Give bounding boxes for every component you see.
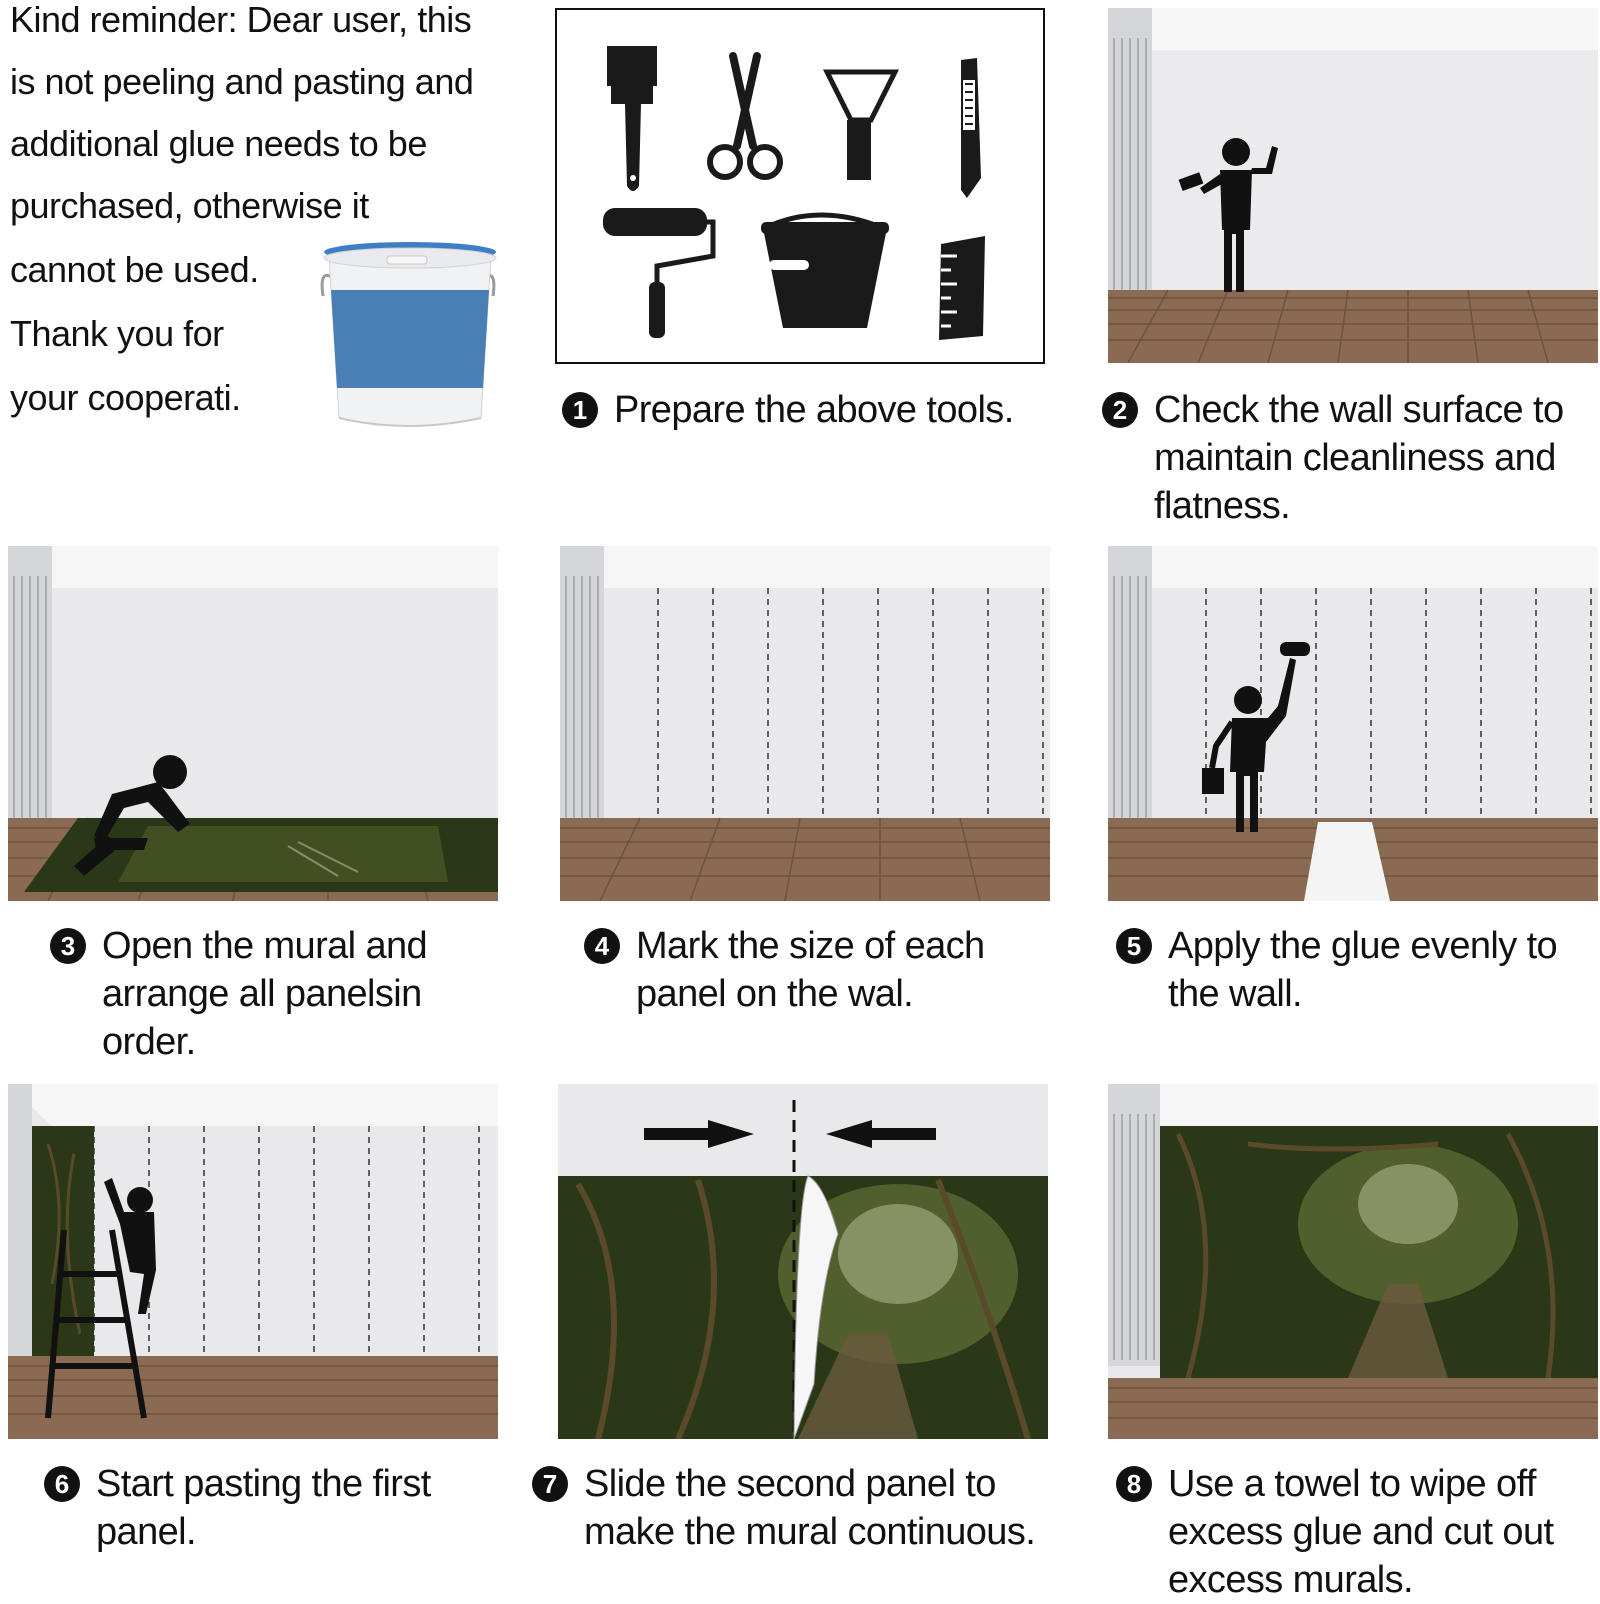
step-6-image [8, 1084, 498, 1439]
step-text: the wall. [1168, 973, 1303, 1015]
step-7-image [558, 1084, 1048, 1439]
reminder-line: Kind reminder: Dear user, this [10, 0, 472, 40]
step-text: order. [102, 1021, 196, 1063]
step-text: Check the wall surface to [1154, 389, 1564, 431]
reminder-line: cannot be used. [10, 249, 259, 290]
step-text: Use a towel to wipe off [1168, 1463, 1536, 1505]
bucket-icon [761, 215, 889, 328]
step-text: panel on the wal. [636, 973, 914, 1015]
step-text: Apply the glue evenly to [1168, 925, 1558, 967]
step-8-image [1108, 1084, 1598, 1439]
step-2-image [1108, 8, 1598, 363]
utility-knife-icon [961, 58, 981, 198]
reminder-line: is not peeling and pasting and [10, 61, 474, 102]
step-3-image [8, 546, 498, 901]
step-number-badge: 7 [532, 1466, 568, 1502]
step-number-badge: 2 [1102, 392, 1138, 428]
paint-roller-icon [603, 208, 713, 338]
step-number-badge: 1 [562, 392, 598, 428]
step-text: flatness. [1154, 485, 1291, 527]
reminder-line: purchased, otherwise it [10, 185, 369, 226]
step-number-badge: 6 [44, 1466, 80, 1502]
step-text: Slide the second panel to [584, 1463, 996, 1505]
reminder-line: your cooperati. [10, 377, 241, 418]
step-text: maintain cleanliness and [1154, 437, 1556, 479]
step-number-badge: 4 [584, 928, 620, 964]
step-text: Start pasting the first [96, 1463, 431, 1505]
step-number-badge: 5 [1116, 928, 1152, 964]
step-5-image [1108, 546, 1598, 901]
step-text: excess glue and cut out [1168, 1511, 1554, 1553]
step-text: Mark the size of each [636, 925, 985, 967]
step-text: excess murals. [1168, 1559, 1414, 1601]
step-4-image [560, 546, 1050, 901]
scissors-icon [710, 56, 780, 177]
step-text: arrange all panelsin [102, 973, 422, 1015]
step-number-badge: 8 [1116, 1466, 1152, 1502]
step-text: Prepare the above tools. [614, 389, 1014, 431]
paint-brush-icon [607, 46, 657, 191]
glue-bucket-image [315, 238, 515, 438]
ruler-icon [939, 236, 985, 340]
step-text: make the mural continuous. [584, 1511, 1036, 1553]
scraper-icon [827, 72, 895, 180]
step-number-badge: 3 [50, 928, 86, 964]
step-text: Open the mural and [102, 925, 428, 967]
tools-panel [555, 8, 1045, 364]
step-text: panel. [96, 1511, 196, 1553]
reminder-line: Thank you for [10, 313, 224, 354]
reminder-line: additional glue needs to be [10, 123, 427, 164]
